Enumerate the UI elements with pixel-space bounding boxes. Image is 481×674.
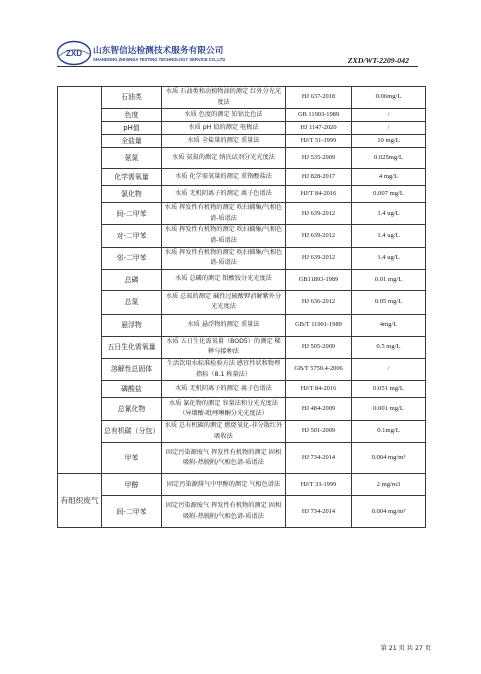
parameter-cell: 对-二甲苯 xyxy=(102,225,162,247)
method-cell: 水质 总有机碳的测定 燃烧氧化-非分散红外吸收法 xyxy=(162,421,286,443)
method-cell: 水质 挥发性有机物的测定 吹扫捕集/气相色谱-质谱法 xyxy=(162,203,286,225)
standard-cell: HJ/T 84-2016 xyxy=(286,381,352,398)
standard-cell: GB/T 5750.4-2006 xyxy=(286,358,352,380)
table-row xyxy=(58,169,426,186)
table-row xyxy=(58,186,426,203)
detection-limit-cell: / xyxy=(352,122,426,135)
test-methods-table xyxy=(57,86,426,528)
standard-cell: HJ 637-2018 xyxy=(286,87,352,109)
parameter-cell: 间-二甲苯 xyxy=(102,496,162,528)
standard-cell: HJ/T 84-2016 xyxy=(286,186,352,203)
detection-limit-cell: 2 mg/m3 xyxy=(352,474,426,496)
method-cell: 水质 挥发性有机物的测定 吹扫捕集/气相色谱-质谱法 xyxy=(162,225,286,247)
detection-limit-cell: / xyxy=(352,109,426,122)
report-number: ZXD/WT-2209-042 xyxy=(347,56,409,65)
method-cell: 固定污染源废气 挥发性有机物的测定 固相吸附-热脱附/气相色谱-质谱法 xyxy=(162,496,286,528)
table-row xyxy=(58,247,426,269)
parameter-cell: 磷酸盐 xyxy=(102,381,162,398)
standard-cell: HJ 535-2009 xyxy=(286,148,352,169)
method-cell: 水质 挥发性有机物的测定 吹扫捕集/气相色谱-质谱法 xyxy=(162,247,286,269)
company-name-en: SHANDONG ZHIXINDA TESTING TECHNOLOGY SERVICE CO.,LTD xyxy=(93,57,226,62)
method-cell: 水质 全盐量的测定 重量法 xyxy=(162,135,286,148)
table-row xyxy=(58,225,426,247)
standard-cell: HJ/T 33-1999 xyxy=(286,474,352,496)
standard-cell: HJ 1147-2020 xyxy=(286,122,352,135)
detection-limit-cell: 4 mg/L xyxy=(352,169,426,186)
standard-cell: HJ 734-2014 xyxy=(286,496,352,528)
table-row xyxy=(58,381,426,398)
method-cell: 水质 五日生化需氧量（BOD5）的测定 稀释与接种法 xyxy=(162,336,286,358)
table-row xyxy=(58,148,426,169)
detection-limit-cell: 0.051 mg/L xyxy=(352,381,426,398)
detection-limit-cell: 0.01 mg/L xyxy=(352,269,426,290)
table-row xyxy=(58,443,426,474)
detection-limit-cell: 0.06mg/L xyxy=(352,87,426,109)
parameter-cell: 全盐量 xyxy=(102,135,162,148)
standard-cell: GB11893-1989 xyxy=(286,269,352,290)
detection-limit-cell: 10 mg/L xyxy=(352,135,426,148)
standard-cell: HJ 484-2009 xyxy=(286,398,352,421)
standard-cell: HJ/T 51-1999 xyxy=(286,135,352,148)
detection-limit-cell: 0.001 mg/L xyxy=(352,398,426,421)
standard-cell: HJ 639-2012 xyxy=(286,203,352,225)
page-number: 第 21 页 共 27 页 xyxy=(380,645,431,652)
parameter-cell: 总有机碳（分包） xyxy=(102,421,162,443)
parameter-cell: 甲醇 xyxy=(102,474,162,496)
method-cell: 水质 色度的测定 铂钴比色法 xyxy=(162,109,286,122)
standard-cell: HJ 639-2012 xyxy=(286,247,352,269)
table-row xyxy=(58,358,426,380)
table-row xyxy=(58,87,426,109)
parameter-cell: 溶解性总固体 xyxy=(102,358,162,380)
detection-limit-cell: / xyxy=(352,358,426,380)
detection-limit-cell: 0.025mg/L xyxy=(352,148,426,169)
method-cell: 水质 总氮的测定 碱性过硫酸钾消解紫外分光光度法 xyxy=(162,290,286,314)
detection-limit-cell: 0.05 mg/L xyxy=(352,290,426,314)
parameter-cell: 化学需氧量 xyxy=(102,169,162,186)
parameter-cell: 总氰化物 xyxy=(102,398,162,421)
method-cell: 水质 化学需氧量的测定 重铬酸盐法 xyxy=(162,169,286,186)
standard-cell: HJ 639-2012 xyxy=(286,225,352,247)
parameter-cell: 氨氮 xyxy=(102,148,162,169)
table-row xyxy=(58,122,426,135)
standard-cell: HJ 734-2014 xyxy=(286,443,352,474)
detection-limit-cell: 0.1mg/L xyxy=(352,421,426,443)
parameter-cell: 五日生化需氧量 xyxy=(102,336,162,358)
table-row xyxy=(58,336,426,358)
table-row xyxy=(58,203,426,225)
parameter-cell: 悬浮物 xyxy=(102,314,162,336)
standard-cell: GB 11903-1989 xyxy=(286,109,352,122)
standard-cell: HJ 828-2017 xyxy=(286,169,352,186)
parameter-cell: 邻-二甲苯 xyxy=(102,247,162,269)
logo-text: ZXD xyxy=(66,49,82,58)
table-row xyxy=(58,314,426,336)
parameter-cell: 石油类 xyxy=(102,87,162,109)
method-cell: 水质 pH 值的测定 电极法 xyxy=(162,122,286,135)
header-divider xyxy=(57,66,418,67)
method-cell: 水质 无机阴离子的测定 离子色谱法 xyxy=(162,381,286,398)
method-cell: 水质 悬浮物的测定 重量法 xyxy=(162,314,286,336)
detection-limit-cell: 0.007 mg/L xyxy=(352,186,426,203)
company-logo xyxy=(56,40,92,66)
parameter-cell: 甲苯 xyxy=(102,443,162,474)
detection-limit-cell: 0.004 mg/m³ xyxy=(352,496,426,528)
category-cell xyxy=(58,87,102,474)
parameter-cell: 色度 xyxy=(102,109,162,122)
detection-limit-cell: 0.5 mg/L xyxy=(352,336,426,358)
company-name-cn: 山东智信达检测技术服务有限公司 xyxy=(93,46,224,56)
table-row xyxy=(58,290,426,314)
method-cell: 固定污染源排气中甲醇的测定 气相色谱法 xyxy=(162,474,286,496)
category-cell: 有组织废气 xyxy=(58,474,102,528)
table-row xyxy=(58,109,426,122)
parameter-cell: 间-二甲苯 xyxy=(102,203,162,225)
detection-limit-cell: 0.004 mg/m³ xyxy=(352,443,426,474)
parameter-cell: 氯化物 xyxy=(102,186,162,203)
standard-cell: HJ 501-2009 xyxy=(286,421,352,443)
table-row xyxy=(58,496,426,528)
detection-limit-cell: 1.4 ug/L xyxy=(352,247,426,269)
method-cell: 水质 无机阴离子的测定 离子色谱法 xyxy=(162,186,286,203)
method-cell: 水质 氨氮的测定 纳氏试剂分光光度法 xyxy=(162,148,286,169)
parameter-cell: 总磷 xyxy=(102,269,162,290)
detection-limit-cell: 4mg/L xyxy=(352,314,426,336)
table-row xyxy=(58,269,426,290)
detection-limit-cell: 1.4 ug/L xyxy=(352,203,426,225)
standard-cell: HJ 505-2009 xyxy=(286,336,352,358)
method-cell: 水质 总磷的测定 钼酸铵分光光度法 xyxy=(162,269,286,290)
detection-limit-cell: 1.4 ug/L xyxy=(352,225,426,247)
table-row xyxy=(58,474,426,496)
parameter-cell: pH值 xyxy=(102,122,162,135)
table-row xyxy=(58,398,426,421)
method-cell: 水质 石油类和动植物油的测定 红外分光光度法 xyxy=(162,87,286,109)
method-cell: 生活饮用水标准检验方法 感官性状和物理指标（8.1 称量法） xyxy=(162,358,286,380)
parameter-cell: 总氮 xyxy=(102,290,162,314)
method-cell: 水质 氰化物的测定 容量法和分光光度法 （异烟酸-吡唑啉酮分光光度法） xyxy=(162,398,286,421)
method-cell: 固定污染源废气 挥发性有机物的测定 固相吸附-热脱附/气相色谱-质谱法 xyxy=(162,443,286,474)
standard-cell: GB/T 11901-1989 xyxy=(286,314,352,336)
standard-cell: HJ 636-2012 xyxy=(286,290,352,314)
table-row xyxy=(58,135,426,148)
table-row xyxy=(58,421,426,443)
